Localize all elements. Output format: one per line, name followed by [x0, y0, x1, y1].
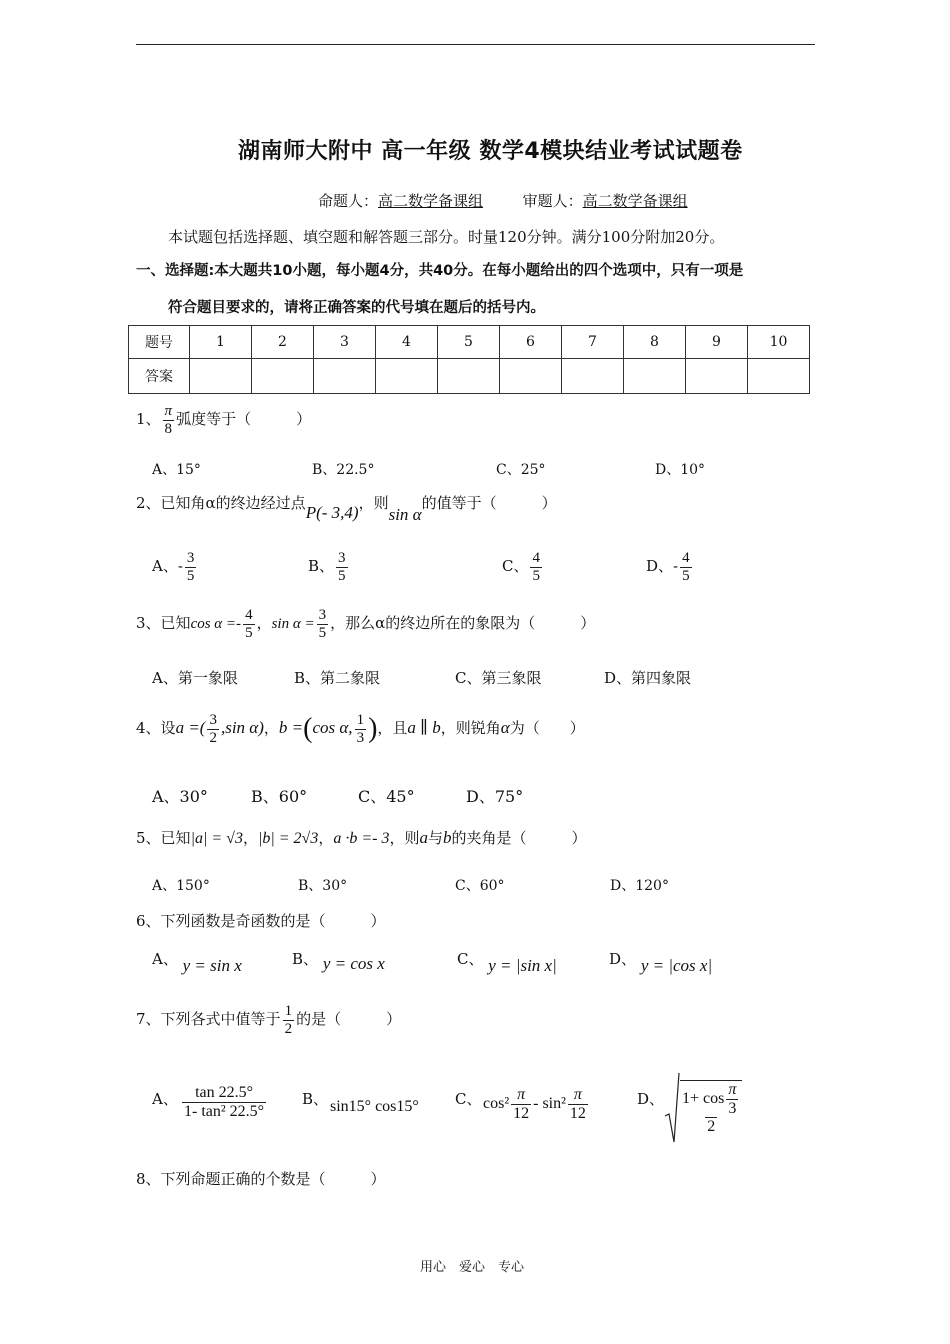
- question-number: 10: [748, 326, 810, 359]
- q4-option-a: A、30°: [152, 787, 208, 806]
- answer-table-answer-row: [129, 359, 810, 394]
- q4-option-c: C、45°: [358, 787, 415, 806]
- question-5: 5、已知|a| = √3，|b| = 2√3，a ·b =- 3，则a与b的夹角是（ ）: [136, 828, 587, 847]
- fraction: $\frac{\tan 22.5^\circ}{\text{1- tan² 22.5°}}$: [184, 1084, 265, 1120]
- fraction: $\frac{4}{5}$: [682, 550, 690, 584]
- fraction: $\frac{3}{5}$: [186, 550, 195, 584]
- q1-option-d: D、10°: [655, 462, 706, 478]
- author-line: 命题人：高二数学备课组 审题人：高二数学备课组: [318, 192, 688, 210]
- q3-option-b: B、第二象限: [294, 669, 381, 687]
- page-footer: 用心 爱心 专心: [420, 1260, 525, 1275]
- answer-cell[interactable]: [748, 359, 810, 394]
- page-title: 湖南师大附中 高一年级 数学4模块结业考试试题卷: [238, 139, 743, 164]
- header-rule: [136, 44, 815, 45]
- question-number-label: 题号: [129, 326, 190, 359]
- q7-option-c: cos² $\frac{\pi}{12}$ - sin² $\frac{\pi}{12}$: [483, 1086, 586, 1122]
- q2-option-b: B、 $\frac{3}{5}$: [308, 550, 346, 584]
- question-number: 4: [376, 326, 438, 359]
- answer-cell[interactable]: [686, 359, 748, 394]
- answer-cell[interactable]: [562, 359, 624, 394]
- fraction: $\frac{\pi}{12}$: [569, 1086, 586, 1122]
- question-number: 2: [252, 326, 314, 359]
- q2-option-c: C、 $\frac{4}{5}$: [502, 550, 540, 584]
- q7-option-b-label: B、: [302, 1090, 329, 1108]
- fraction: $\frac{1}{2}$: [284, 1003, 293, 1037]
- fraction: $\frac{\pi}{8}$: [164, 403, 173, 437]
- fraction: $\frac{3}{5}$: [338, 550, 346, 584]
- question-3: 3、已知cos α =- $\frac{4}{5}$ ，sin α = $\frac{3}{5}$ ，那么α的终边所在的象限为（ ）: [136, 607, 596, 641]
- q7-option-b: sin15° cos15°: [330, 1098, 419, 1115]
- q3-option-c: C、第三象限: [455, 669, 542, 687]
- fraction: $\frac{4}{5}$: [245, 607, 253, 641]
- q7-option-a: [180, 1084, 268, 1120]
- q2-option-a: A、- $\frac{3}{5}$: [152, 550, 195, 584]
- q5-option-b: B、30°: [298, 878, 348, 894]
- q7-option-c-label: C、: [455, 1090, 482, 1108]
- radical-icon: [664, 1072, 680, 1144]
- answer-cell[interactable]: [500, 359, 562, 394]
- answer-cell[interactable]: [438, 359, 500, 394]
- question-number: 7: [562, 326, 624, 359]
- question-7: 7、下列各式中值等于 $\frac{1}{2}$ 的是（ ）: [136, 1003, 402, 1037]
- q1-option-a: A、15°: [152, 462, 201, 478]
- q3-option-a: A、第一象限: [152, 669, 238, 687]
- intro-text: 本试题包括选择题、填空题和解答题三部分。时量120分钟。满分100分附加20分。: [168, 228, 725, 246]
- q4-option-b: B、60°: [251, 787, 308, 806]
- q5-option-c: C、60°: [455, 878, 505, 894]
- fraction: $\frac{\pi}{3}$: [728, 1081, 737, 1117]
- answer-label: 答案: [129, 359, 190, 394]
- q7-option-d: [664, 1072, 744, 1144]
- q3-option-d: D、第四象限: [604, 669, 692, 687]
- question-6: 6、下列函数是奇函数的是（ ）: [136, 912, 386, 930]
- answer-cell[interactable]: [190, 359, 252, 394]
- q6-option-d: D、 y = |cos x|: [609, 950, 713, 975]
- q4-option-d: D、75°: [466, 787, 524, 806]
- q5-option-a: A、150°: [152, 878, 210, 894]
- question-1: 1、 $\frac{\pi}{8}$ 弧度等于（ ）: [136, 403, 312, 437]
- q1-option-c: C、25°: [496, 462, 546, 478]
- fraction: 1+ cos $\frac{\pi}{3}$ 2: [680, 1080, 742, 1136]
- fraction: $\frac{\pi}{12}$: [513, 1086, 530, 1122]
- question-number: 1: [190, 326, 252, 359]
- answer-cell[interactable]: [624, 359, 686, 394]
- question-4: 4、设a =( $\frac{3}{2}$ ,sin α)，b =(cos α, $\frac{1}{3}$ )，且a ∥ b，则锐角α为（ ）: [136, 712, 585, 746]
- question-number: 3: [314, 326, 376, 359]
- q6-option-b: B、 y = cos x: [292, 950, 385, 973]
- section1-heading: 一、选择题:本大题共10小题，每小题4分，共40分。在每小题给出的四个选项中，只有一项是: [136, 263, 744, 279]
- q1-option-b: B、22.5°: [312, 462, 375, 478]
- question-number: 9: [686, 326, 748, 359]
- answer-cell[interactable]: [314, 359, 376, 394]
- q5-option-d: D、120°: [610, 878, 669, 894]
- q7-option-d-label: D、: [637, 1090, 665, 1108]
- answer-table: [128, 325, 810, 394]
- q6-option-a: A、 y = sin x: [152, 950, 242, 975]
- question-number: 5: [438, 326, 500, 359]
- question-2: 2、已知角α的终边经过点P(- 3,4)，则sin α的值等于（ ）: [136, 494, 557, 524]
- question-8: 8、下列命题正确的个数是（ ）: [136, 1170, 386, 1188]
- fraction: $\frac{3}{2}$: [209, 712, 217, 746]
- fraction: $\frac{4}{5}$: [532, 550, 540, 584]
- answer-cell[interactable]: [376, 359, 438, 394]
- section1-heading-cont: 符合题目要求的，请将正确答案的代号填在题后的括号内。: [168, 300, 545, 316]
- question-number: 8: [624, 326, 686, 359]
- q6-option-c: C、 y = |sin x|: [457, 950, 557, 975]
- question-number: 6: [500, 326, 562, 359]
- q2-option-d: D、- $\frac{4}{5}$: [646, 550, 690, 584]
- fraction: $\frac{3}{5}$: [318, 607, 327, 641]
- answer-cell[interactable]: [252, 359, 314, 394]
- fraction: $\frac{1}{3}$: [356, 712, 365, 746]
- answer-table-header-row: [129, 326, 810, 359]
- q7-option-a-label: A、: [152, 1090, 178, 1108]
